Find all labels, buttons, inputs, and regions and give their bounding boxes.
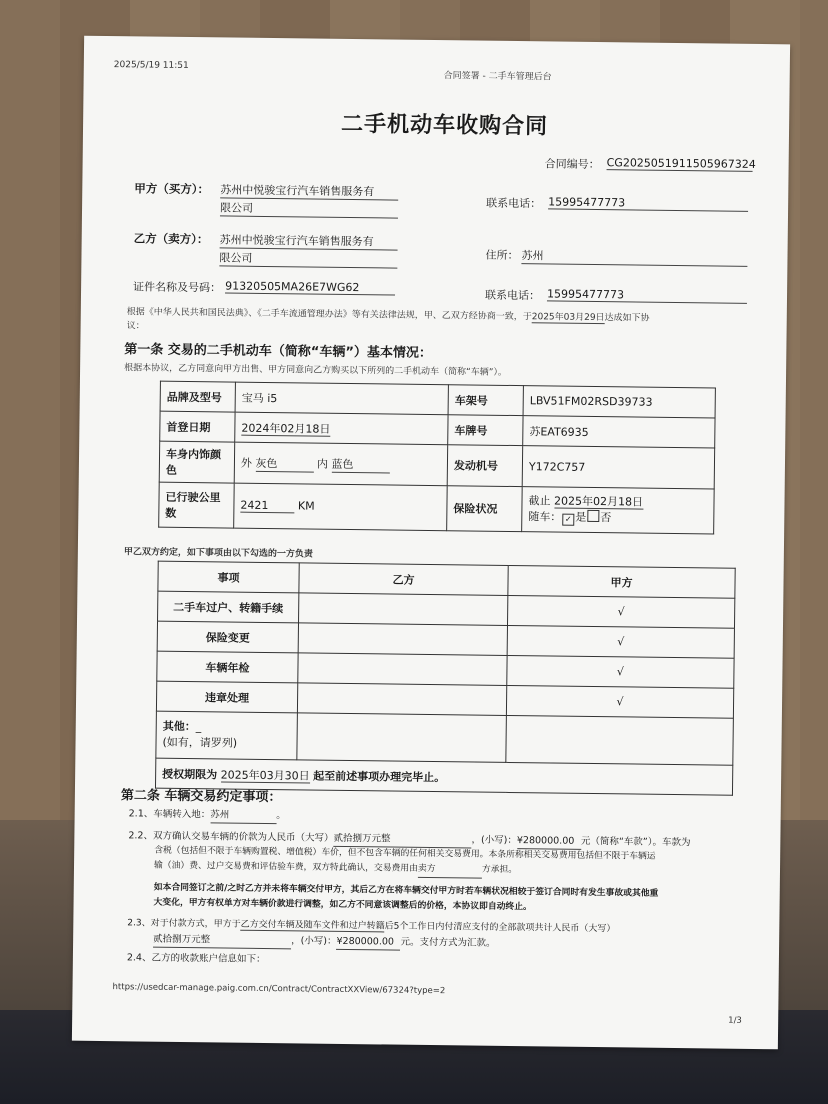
resp-b xyxy=(299,593,508,626)
clause-2-2-b: ，(小写)： xyxy=(471,834,517,847)
payment-lower: ¥280000.00 xyxy=(336,934,400,951)
vin-label: 车架号 xyxy=(448,385,523,416)
deadline-suffix: 起至前述事项办理完毕止。 xyxy=(313,769,446,784)
payment-condition: 乙方交付车辆及随车文件和过户转籍 xyxy=(240,919,385,932)
resp-b xyxy=(298,653,507,686)
party-b-address: 苏州 xyxy=(521,247,747,267)
resp-b xyxy=(297,683,506,716)
col-item: 事项 xyxy=(158,561,299,593)
intro-line1 xyxy=(127,304,650,323)
table-row xyxy=(156,711,734,765)
inner-prefix: 内 xyxy=(316,457,329,471)
table-row xyxy=(159,482,715,534)
resp-item: 保险变更 xyxy=(157,621,298,653)
insurance-cell xyxy=(522,487,715,534)
party-b-name-line1: 苏州中悦骏宝行汽车销售服务有 xyxy=(220,231,398,250)
color-label: 车身内饰颜色 xyxy=(159,441,234,483)
cert-phone-label: 联系电话： xyxy=(484,288,541,303)
print-site-title: 合同签署 - 二手车管理后台 xyxy=(443,71,552,83)
yes-checkbox: ✓ xyxy=(562,514,574,526)
contract-no-value: CG2025051911505967324 xyxy=(606,156,756,171)
plate-value: 苏EAT6935 xyxy=(523,416,715,448)
color-cell xyxy=(234,442,447,486)
clause-2-4: 2.4、乙方的收款账户信息如下： xyxy=(126,952,266,966)
mileage-value: 2421 xyxy=(240,499,294,514)
clause-2-3-line2 xyxy=(153,932,496,952)
print-datetime: 2025/5/19 11:51 xyxy=(113,60,189,72)
table-row xyxy=(159,441,714,489)
party-b-name-line2: 限公司 xyxy=(219,249,397,268)
party-b-address-label: 住所： xyxy=(485,248,519,263)
engine-value: Y172C757 xyxy=(522,446,714,489)
cert-phone: 15995477773 xyxy=(547,287,747,303)
resp-intro: 甲乙双方约定，如下事项由以下勾选的一方负责 xyxy=(123,547,313,560)
resp-b xyxy=(298,623,507,656)
party-a-label: 甲方（买方）： xyxy=(134,181,210,197)
resp-a: √ xyxy=(507,655,734,688)
party-a-name-line2: 限公司 xyxy=(220,199,398,218)
intro-date: 2025年03月29日 xyxy=(531,312,605,324)
party-b-label: 乙方（卖方）： xyxy=(133,231,209,247)
intro-line2: 议： xyxy=(126,321,145,332)
resp-item: 违章处理 xyxy=(156,681,297,713)
insurance-date: 2025年02月18日 xyxy=(553,494,644,509)
brand-label: 品牌及型号 xyxy=(160,381,235,412)
clause-2-2-c: 元（简称“车款”）。车款为 xyxy=(580,835,691,849)
bold-clause-line2: 大变化，甲方有权单方对车辆价款进行调整，如乙方不同意该调整后的价格，本协议即自动终止。 xyxy=(153,897,532,913)
party-a-name-line1: 苏州中悦骏宝行汽车销售服务有 xyxy=(220,181,398,200)
clause-2-2-line3-b: 方承担。 xyxy=(481,864,518,876)
vehicle-table xyxy=(158,381,716,535)
footer-url: https://usedcar-manage.paig.com.cn/Contract/ContractXXView/67324?type=2 xyxy=(112,982,446,997)
party-a-phone: 15995477773 xyxy=(548,195,748,211)
col-a: 甲方 xyxy=(508,565,735,598)
insurance-prefix: 截止 xyxy=(528,494,551,508)
col-b: 乙方 xyxy=(299,563,508,596)
intro-text-b: 达成如下协 xyxy=(604,313,650,324)
mileage-unit: KM xyxy=(297,499,315,513)
other-b xyxy=(297,713,507,763)
engine-label: 发动机号 xyxy=(447,445,522,487)
clause-2-2-a: 2.2、双方确认交易车辆的价款为人民币（大写） xyxy=(128,830,334,844)
other-value: _ xyxy=(195,720,202,734)
with-car-label: 随车： xyxy=(528,510,562,524)
other-note: (如有，请罗列) xyxy=(162,735,238,750)
clause-2-1 xyxy=(129,806,286,824)
cert-value: 91320505MA26E7WG62 xyxy=(225,279,395,295)
bold-clause-line1: 如本合同签订之前/之时乙方并未将车辆交付甲方，其后乙方在将车辆交付甲方时若车辆状况相较于签订合同时有发生事故或其他重 xyxy=(153,882,659,899)
clause-2-3-c: ，(小写)： xyxy=(291,935,337,947)
vin-value: LBV51FM02RSD39733 xyxy=(523,386,715,418)
deadline-label: 授权期限为 xyxy=(162,767,218,781)
cert-label: 证件名称及号码： xyxy=(133,280,222,295)
resp-item: 二手车过户、转籍手续 xyxy=(158,591,299,623)
contract-paper xyxy=(72,36,790,1050)
article1-title: 第一条 交易的二手机动车（简称“车辆”）基本情况： xyxy=(124,342,433,361)
other-a xyxy=(506,715,734,765)
clause-2-3-d: 元。支付方式为汇款。 xyxy=(400,936,496,949)
payment-upper: 贰拾捌万元整 xyxy=(153,932,291,950)
contract-title: 二手机动车收购合同 xyxy=(340,111,549,140)
reg-cell xyxy=(235,412,448,445)
other-line xyxy=(163,719,291,737)
clause-2-2-line3 xyxy=(154,859,517,879)
reg-label: 首登日期 xyxy=(160,411,235,442)
resp-item: 车辆年检 xyxy=(157,651,298,683)
inner-color: 蓝色 xyxy=(331,455,389,473)
plate-label: 车牌号 xyxy=(448,415,523,446)
insurance-label: 保险状况 xyxy=(447,486,523,532)
other-label: 其他： xyxy=(162,719,196,734)
resp-table xyxy=(155,561,736,796)
clause-2-1-label: 2.1、车辆转入地： xyxy=(128,808,211,821)
price-upper: 贰拾捌万元整 xyxy=(333,831,471,849)
mileage-cell xyxy=(234,483,448,531)
fee-payer: 卖方 xyxy=(418,862,482,879)
page-number: 1/3 xyxy=(728,1015,742,1026)
clause-2-3-b: 后5个工作日内付清应支付的全部款项共计人民币（大写） xyxy=(384,921,616,935)
clause-2-2-line2: 含税（包括但不限于车辆购置税、增值税）车价，但不包含车辆的任何相关交易费用。本条所称相关交易费用包括但不限于车辆运 xyxy=(154,845,656,862)
contract-no-label: 合同编号： xyxy=(544,157,600,172)
yes-label: 是 xyxy=(575,510,587,524)
no-checkbox xyxy=(587,510,599,522)
resp-a: √ xyxy=(507,625,734,658)
clause-2-1-value: 苏州 xyxy=(210,807,276,824)
brand-value: 宝马 i5 xyxy=(235,382,448,415)
reg-value: 2024年02月18日 xyxy=(241,421,331,436)
price-lower: ¥280000.00 xyxy=(517,833,581,850)
resp-a: √ xyxy=(507,595,734,628)
article2-title: 第二条 车辆交易约定事项： xyxy=(120,788,282,806)
clause-2-3-a: 2.3、对于付款方式，甲方于 xyxy=(127,918,241,930)
intro-text-a: 根据《中华人民共和国民法典》、《二手车流通管理办法》等有关法律法规，甲、乙双方经协商一致，于 xyxy=(126,307,532,323)
party-a-phone-label: 联系电话： xyxy=(486,196,542,211)
no-label: 否 xyxy=(600,511,612,525)
insurance-line2 xyxy=(528,509,707,527)
deadline-date: 2025年03月30日 xyxy=(220,767,310,783)
outer-prefix: 外 xyxy=(240,456,253,470)
clause-2-1-end: 。 xyxy=(276,810,286,822)
outer-color: 灰色 xyxy=(255,454,313,472)
mileage-label: 已行驶公里数 xyxy=(159,482,235,528)
article1-desc: 根据本协议，乙方同意向甲方出售、甲方同意向乙方购买以下所列的二手机动车（简称“车辆”）。 xyxy=(124,363,507,378)
other-cell xyxy=(156,711,298,760)
resp-a: √ xyxy=(506,685,733,718)
clause-2-2-line3-a: 输（油）费、过户交易费和评估验车费，双方特此确认，交易费用由 xyxy=(153,860,418,874)
